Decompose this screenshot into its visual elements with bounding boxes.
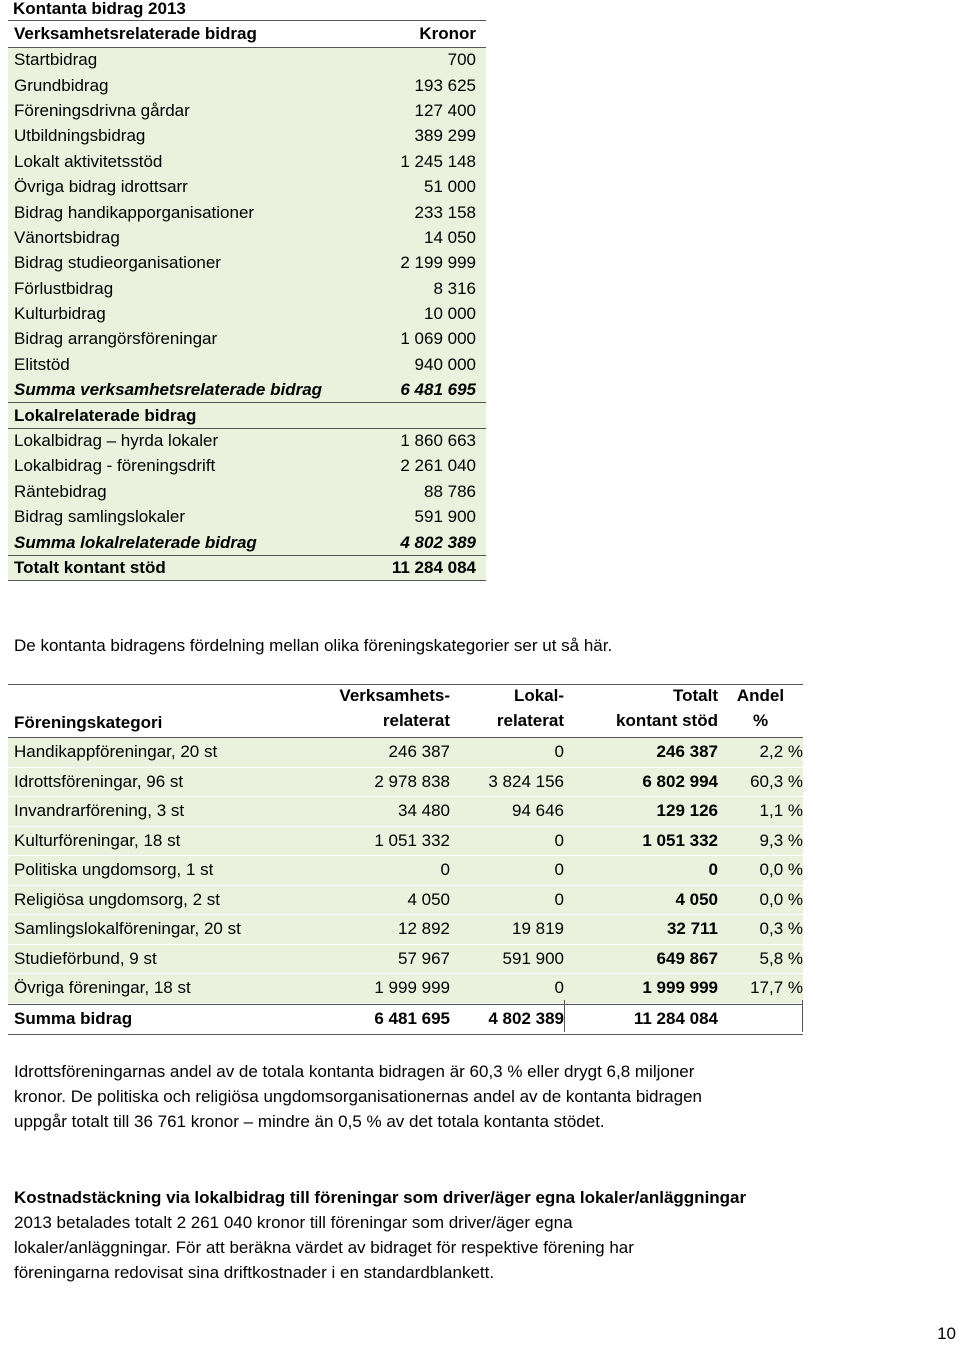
cell-verksamhet: 1 051 332 (374, 830, 450, 850)
cell-lokal: 0 (554, 860, 564, 880)
sum-row (8, 1004, 803, 1035)
sum-value: 4 802 389 (400, 532, 476, 552)
cell-total: 129 126 (656, 801, 718, 821)
row-value: 10 000 (424, 304, 476, 324)
sum-lokal: 4 802 389 (488, 1009, 564, 1028)
table-row (8, 226, 486, 251)
sum-verksamhet: 6 481 695 (374, 1009, 450, 1028)
column-divider (802, 1000, 803, 1032)
table-row (8, 327, 486, 352)
cell-category: Religiösa ungdomsorg, 2 st (14, 889, 221, 909)
table-row (8, 827, 803, 857)
table-row (8, 124, 486, 149)
row-label: Övriga bidrag idrottsarr (14, 177, 188, 197)
header-line: % (752, 711, 769, 730)
table-header-row (8, 684, 803, 738)
header-line: Verksamhets- (339, 686, 450, 705)
row-value: 700 (447, 50, 476, 70)
cell-total: 1 051 332 (642, 830, 718, 850)
cell-share: 2,2 % (759, 742, 803, 762)
table-row (8, 974, 803, 1004)
cell-lokal: 0 (554, 889, 564, 909)
row-label: Bidrag handikapporganisationer (14, 202, 255, 222)
cell-share: 17,7 % (750, 978, 803, 998)
cell-verksamhet: 4 050 (407, 889, 450, 909)
table-row (8, 429, 486, 454)
cell-lokal: 19 819 (512, 919, 564, 939)
sum-lokal-row (8, 530, 486, 555)
table-row (8, 797, 803, 827)
sum-category: Summa bidrag (14, 1009, 133, 1028)
header-category: Föreningskategori (14, 713, 163, 732)
cell-category: Studieförbund, 9 st (14, 948, 157, 968)
cell-share: 9,3 % (759, 830, 803, 850)
table-row (8, 251, 486, 276)
paragraph-lokalbidrag: 2013 betalades totalt 2 261 040 kronor till föreningar som driver/äger egna lokaler/anläggningar. För att beräkna värdet av bidraget för respektive förening har föreningarna redovisat sina driftkostnader i en standardblankett. (14, 1213, 634, 1283)
row-label: Bidrag studieorganisationer (14, 253, 221, 273)
cell-total: 6 802 994 (642, 771, 718, 791)
header-unit: Kronor (419, 24, 476, 43)
row-value: 88 786 (424, 481, 476, 501)
cell-share: 1,1 % (759, 801, 803, 821)
header-line: Lokal- (513, 686, 564, 705)
table-row (8, 200, 486, 225)
cell-share: 0,0 % (759, 860, 803, 880)
table-row (8, 945, 803, 975)
contributions-table (8, 0, 486, 581)
cell-category: Politiska ungdomsorg, 1 st (14, 860, 214, 880)
table-row (8, 48, 486, 73)
header-label: Verksamhetsrelaterade bidrag (14, 24, 257, 43)
row-label: Kulturbidrag (14, 304, 106, 324)
cell-total: 4 050 (675, 889, 718, 909)
table-row (8, 738, 803, 768)
cell-category: Samlingslokalföreningar, 20 st (14, 919, 241, 939)
cell-share: 5,8 % (759, 948, 803, 968)
table-row (8, 915, 803, 945)
cell-share: 0,0 % (759, 889, 803, 909)
table-row (8, 175, 486, 200)
row-value: 389 299 (414, 126, 476, 146)
row-label: Elitstöd (14, 354, 70, 374)
row-label: Lokalbidrag - föreningsdrift (14, 456, 216, 476)
category-table (8, 684, 803, 1035)
cell-verksamhet: 34 480 (398, 801, 450, 821)
column-divider (564, 1000, 565, 1032)
total-row (8, 556, 486, 581)
table-row (8, 302, 486, 327)
row-label: Lokalt aktivitetsstöd (14, 151, 163, 171)
header-line: Andel (736, 686, 785, 705)
header-andel (718, 683, 803, 733)
row-label: Bidrag arrangörsföreningar (14, 329, 218, 349)
cell-lokal: 591 900 (502, 948, 564, 968)
page-number: 10 (937, 1324, 956, 1343)
row-value: 1 245 148 (400, 151, 476, 171)
table-row (8, 277, 486, 302)
lokal-section-header (8, 403, 486, 428)
cell-total: 0 (708, 860, 718, 880)
table-row (8, 886, 803, 916)
section-label: Lokalrelaterade bidrag (14, 405, 197, 425)
row-label: Vänortsbidrag (14, 227, 120, 247)
cell-lokal: 3 824 156 (488, 771, 564, 791)
table-row (8, 99, 486, 124)
table-row (8, 73, 486, 98)
row-value: 51 000 (424, 177, 476, 197)
row-value: 1 860 663 (400, 431, 476, 451)
cell-lokal: 0 (554, 830, 564, 850)
cell-lokal: 0 (554, 742, 564, 762)
cell-lokal: 0 (554, 978, 564, 998)
cell-total: 246 387 (656, 742, 718, 762)
row-label: Utbildningsbidrag (14, 126, 146, 146)
cell-share: 0,3 % (759, 919, 803, 939)
header-line: relaterat (496, 711, 564, 730)
row-label: Räntebidrag (14, 481, 107, 501)
cell-verksamhet: 57 967 (398, 948, 450, 968)
cell-total: 32 711 (666, 919, 718, 939)
row-label: Lokalbidrag – hyrda lokaler (14, 431, 219, 451)
total-value: 11 284 084 (391, 558, 476, 577)
cell-category: Handikappföreningar, 20 st (14, 742, 218, 762)
row-label: Grundbidrag (14, 75, 109, 95)
row-label: Bidrag samlingslokaler (14, 507, 186, 527)
row-value: 193 625 (414, 75, 476, 95)
cell-category: Kulturföreningar, 18 st (14, 830, 181, 850)
cell-total: 649 867 (656, 948, 718, 968)
header-line: Totalt (672, 686, 718, 705)
cell-total: 1 999 999 (642, 978, 718, 998)
header-totalt (564, 683, 718, 733)
paragraph-idrott: Idrottsföreningarnas andel av de totala kontanta bidragen är 60,3 % eller drygt 6,8 miljoner kronor. De politiska och religiösa ungdomsorganisationernas andel av de kontanta bidragen uppgår totalt till 36 761 kronor – mindre än 0,5 % av det totala kontanta stödet. (14, 1062, 702, 1132)
row-value: 14 050 (424, 227, 476, 247)
section-heading: Kostnadstäckning via lokalbidrag till föreningar som driver/äger egna lokaler/anläggningar (14, 1188, 747, 1207)
sum-verksamhet-row (8, 378, 486, 403)
cell-share: 60,3 % (750, 771, 803, 791)
table-row (8, 505, 486, 530)
table-header-row (8, 21, 486, 48)
header-line: relaterat (382, 711, 450, 730)
header-line: kontant stöd (616, 711, 718, 730)
cell-category: Invandrarförening, 3 st (14, 801, 185, 821)
cell-verksamhet: 2 978 838 (374, 771, 450, 791)
header-verksamhet (330, 683, 450, 733)
row-value: 1 069 000 (400, 329, 476, 349)
row-value: 940 000 (414, 354, 476, 374)
row-label: Startbidrag (14, 50, 98, 70)
intro-text: De kontanta bidragens fördelning mellan olika föreningskategorier ser ut så här. (14, 636, 613, 655)
table-row (8, 454, 486, 479)
table-row (8, 768, 803, 798)
row-value: 8 316 (433, 278, 476, 298)
cell-verksamhet: 1 999 999 (374, 978, 450, 998)
row-value: 233 158 (414, 202, 476, 222)
table-row (8, 150, 486, 175)
table-row (8, 480, 486, 505)
cell-verksamhet: 12 892 (398, 919, 450, 939)
row-value: 2 261 040 (400, 456, 476, 476)
total-label: Totalt kontant stöd (14, 558, 166, 577)
sum-value: 6 481 695 (400, 380, 476, 400)
table-row (8, 353, 486, 378)
row-label: Föreningsdrivna gårdar (14, 100, 190, 120)
sum-label: Summa verksamhetsrelaterade bidrag (14, 380, 323, 400)
row-value: 2 199 999 (400, 253, 476, 273)
table-title: Kontanta bidrag 2013 (8, 0, 486, 21)
header-lokal (450, 683, 564, 733)
cell-category: Idrottsföreningar, 96 st (14, 771, 184, 791)
cell-verksamhet: 0 (440, 860, 450, 880)
row-label: Förlustbidrag (14, 278, 114, 298)
table-row (8, 856, 803, 886)
sum-total: 11 284 084 (633, 1009, 718, 1028)
cell-verksamhet: 246 387 (388, 742, 450, 762)
row-value: 127 400 (414, 100, 476, 120)
cell-category: Övriga föreningar, 18 st (14, 978, 191, 998)
cell-lokal: 94 646 (512, 801, 564, 821)
row-value: 591 900 (414, 507, 476, 527)
sum-label: Summa lokalrelaterade bidrag (14, 532, 257, 552)
